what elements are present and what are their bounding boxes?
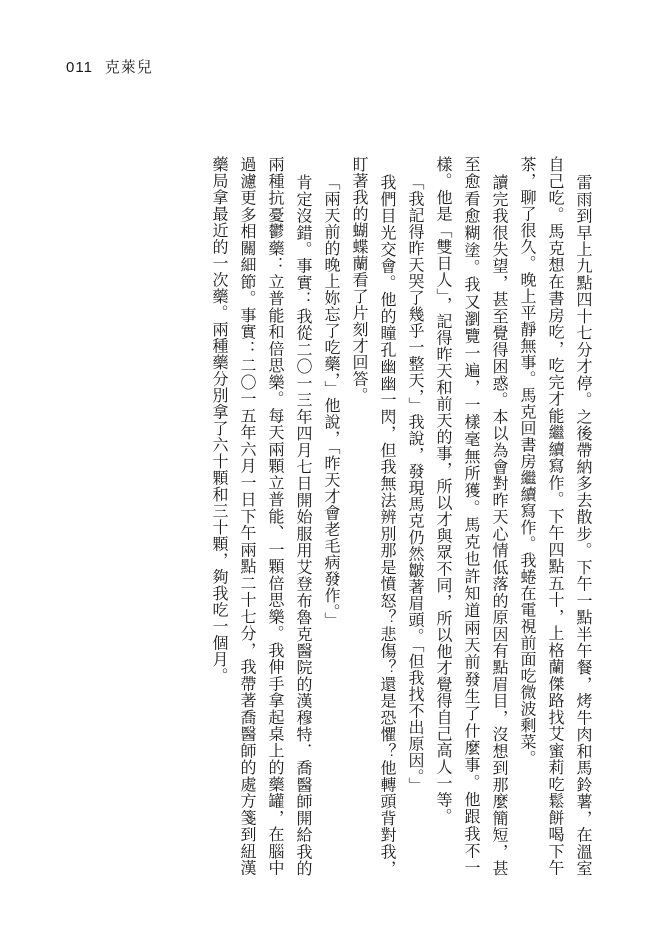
paragraph-3: 「我記得昨天哭了幾乎一整天，」我說，發現馬克仍然皺著眉頭。「但我找不出原因。」: [406, 173, 425, 794]
paragraph-6: 肯定沒錯。事實：我從二〇一三年四月七日開始服用艾登布魯克醫院的漢穆特．喬醫師開給我的兩種抗憂鬱藥：立普能和倍思樂。每天兩顆立普能、一顆倍思樂。我伸手拿起桌上的藥罐，在腦中過濾更多相關細節。事實：二〇一五年六月一日下午兩點二十七分，我帶著喬醫師的處方箋到紐漢藥局拿最近的一次藥。兩種藥分別拿了六十顆和三十顆，夠我吃一個月。: [210, 156, 313, 876]
running-title: 克萊兒: [104, 58, 153, 76]
paragraph-4: 我們目光交會。他的瞳孔幽幽一閃，但我無法辨別那是憤怒？悲傷？還是恐懼？他轉頭背對我，盯著我的蝴蝶蘭看了片刻才回答。: [350, 156, 397, 876]
paragraph-1: 雷雨到早上九點四十七分才停。之後帶納多去散步。下午一點半午餐，烤牛肉和馬鈴薯，在溫室自己吃。馬克想在書房吃，吃完才能繼續寫作。下午四點五十，上格蘭傑路找艾蜜莉吃鬆餅喝下午茶，聊了很久。晚上平靜無事。馬克回書房繼續寫作。我蜷在電視前面吃微波剩菜。: [518, 156, 593, 876]
running-header: [66, 56, 153, 77]
paragraph-2: 讀完我很失望，甚至覺得困惑。本以為會對昨天心情低落的原因有點眉目，沒想到那麼簡短，甚至愈看愈糊塗。我又瀏覽一遍，一樣毫無所獲。馬克也許知道兩天前發生了什麼事。他跟我不一樣。他是「雙日人」，記得昨天和前天的事，所以才與眾不同，所以他才覺得自己高人一等。: [434, 156, 509, 876]
page-number: 011: [66, 59, 93, 76]
paragraph-5: 「兩天前的晚上妳忘了吃藥，」他說，「昨天才會老毛病發作。」: [322, 173, 341, 629]
vertical-text-body: [62, 156, 597, 876]
